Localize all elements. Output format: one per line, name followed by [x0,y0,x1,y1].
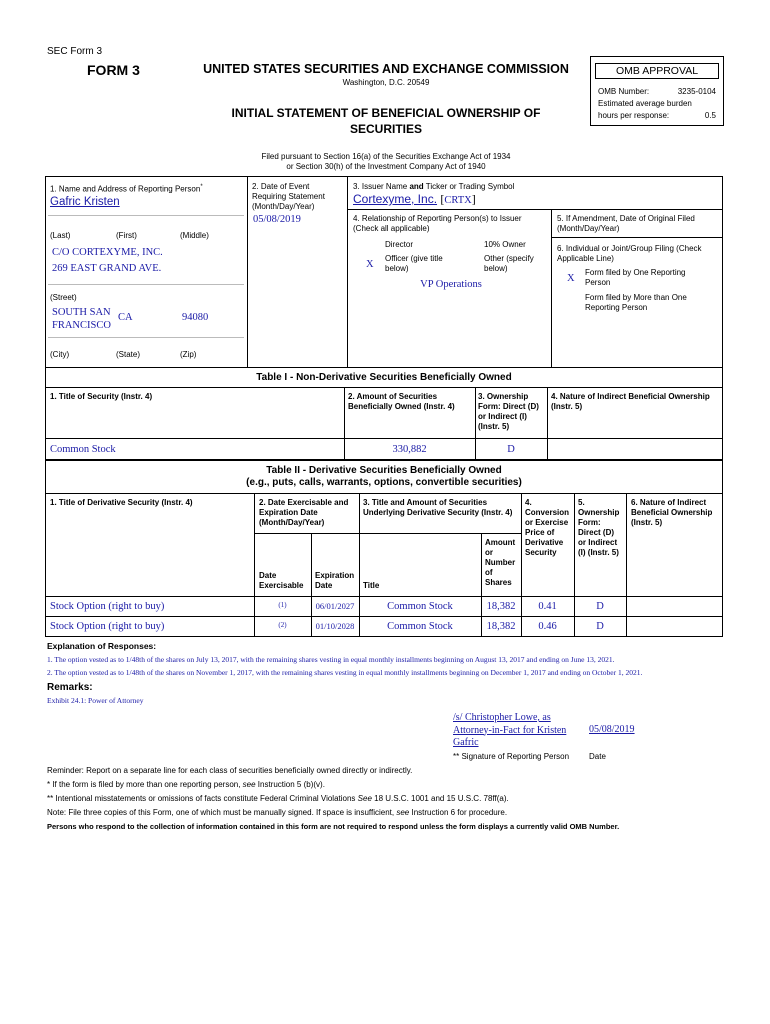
divider [45,596,723,597]
table1-header-amount: 2. Amount of Securities Beneficially Owned (Instr. 4) [348,392,455,411]
table2-row-underlying: Common Stock [387,621,453,632]
table2-header-nature: 6. Nature of Indirect Beneficial Ownership (Instr. 5) [631,498,713,527]
table2-row-form: D [596,621,604,632]
city-label: (City) [50,350,70,359]
divider [547,387,548,460]
filed-line2: or Section 30(h) of the Investment Company Act of 1940 [286,162,486,171]
amendment-label: 5. If Amendment, Date of Original Filed (Month/Day/Year) [557,214,695,233]
event-date-label: 2. Date of Event Requiring Statement (Month/Day/Year) [252,182,325,211]
reporting-person-name[interactable]: Gafric Kristen [50,196,120,208]
table2-row-shares: 18,382 [486,601,516,612]
divider [347,209,723,210]
divider [551,209,552,368]
officer-title-value: VP Operations [420,279,482,290]
table2-header-expiration: Expiration Date [315,571,355,590]
divider [45,616,723,617]
officer-checkmark: X [366,259,374,270]
event-date-value: 05/08/2019 [253,214,301,225]
explanation-item-2: 2. The option vested as to 1/48th of the shares on November 1, 2017, with the remaining shares vesting in equal monthly installments beginning on December 1, 2017 and ending on October 1, 2021. [47,668,643,677]
omb-title: OMB APPROVAL [595,63,719,79]
relationship-label: 4. Relationship of Reporting Person(s) to Issuer (Check all applicable) [353,214,522,233]
bracket: ] [471,192,476,206]
divider [626,493,627,637]
divider [45,493,723,494]
signature-date-label: Date [589,752,606,761]
issuer-value [353,192,476,207]
signature-label: ** Signature of Reporting Person [453,752,570,761]
zip-label: (Zip) [180,350,197,359]
divider [45,387,723,388]
sec-form-label: SEC Form 3 [47,46,103,57]
divider [247,176,248,368]
signature-name: /s/ Christopher Lowe, as Attorney-in-Fact for Kristen Gafric [453,712,567,748]
form-number: FORM 3 [87,62,140,78]
filing-label: 6. Individual or Joint/Group Filing (Check Applicable Line) [557,244,702,263]
persons-notice: Persons who respond to the collection of information contained in this form are not required to respond unless the form displays a currently valid OMB Number. [47,822,620,831]
city-value: SOUTH SAN FRANCISCO [52,307,111,331]
table2-row-underlying: Common Stock [387,601,453,612]
table2-header-exercisable: Date Exercisable [259,571,304,590]
reminder-text: Reminder: Report on a separate line for each class of securities beneficially owned directly or indirectly. [47,766,413,775]
statement-title [176,105,596,137]
table2-row-price: 0.46 [538,621,557,632]
copies-note: Note: File three copies of this Form, one of which must be manually signed. If space is insufficient, see Instruction 6 for procedure. [47,808,508,817]
street-label: (Street) [50,293,77,302]
divider [359,493,360,637]
table2-header-underlying-title: Title [363,581,380,590]
omb-burden-label: Estimated average burden [598,99,692,108]
signature-date: 05/08/2019 [589,724,635,735]
issuer-name-link[interactable]: Cortexyme, Inc. [353,192,438,206]
table2-title-line2: (e.g., puts, calls, warrants, options, convertible securities) [246,477,522,488]
filing-one-checkmark: X [567,273,575,284]
rule [48,284,244,285]
state-value: CA [118,312,133,323]
omb-hours-label: hours per response: [598,111,670,120]
address-line-1: C/O CORTEXYME, INC. [52,247,163,258]
table2-row-expiration: 01/10/2028 [315,621,355,631]
remarks-label: Remarks: [47,682,93,693]
star-note: * If the form is filed by more than one reporting person, see Instruction 5 (b)(v). [47,780,325,789]
filing-more-label: Form filed by More than One Reporting Person [585,293,687,312]
filing-one-label: Form filed by One Reporting Person [585,268,686,287]
divider [254,493,255,637]
other-label: Other (specify below) [484,254,534,273]
table2-header-shares: Amount or Number of Shares [485,538,516,587]
commission-title: UNITED STATES SECURITIES AND EXCHANGE COMMISSION [203,62,569,76]
table2-header-title: 1. Title of Derivative Security (Instr. 4) [50,498,193,507]
bracket: [ [440,192,445,206]
zip-value: 94080 [182,312,209,323]
state-label: (State) [116,350,141,359]
table1-header-nature: 4. Nature of Indirect Beneficial Ownership (Instr. 5) [551,392,710,411]
table1-header-form: 3. Ownership Form: Direct (D) or Indirect (I) (Instr. 5) [478,392,539,431]
officer-label: Officer (give title below) [385,254,443,273]
table1-row-form: D [507,444,515,455]
table2-header-dates: 2. Date Exercisable and Expiration Date (Month/Day/Year) [259,498,349,527]
ticker-symbol: CRTX [444,195,472,206]
middle-label: (Middle) [180,231,209,240]
omb-hours-value: 0.5 [704,111,716,120]
last-label: (Last) [50,231,71,240]
issuer-label: 3. Issuer Name and Ticker or Trading Symbol [353,182,515,191]
table2-row-title: Stock Option (right to buy) [50,621,165,632]
table1-row-amount: 330,882 [392,444,427,455]
divider [521,493,522,637]
table2-row-price: 0.41 [538,601,557,612]
rule [48,337,244,338]
divider [347,176,348,368]
table2-row-exercisable: (2) [278,621,287,629]
director-label: Director [385,240,414,249]
address-line-2: 269 EAST GRAND AVE. [52,263,162,274]
statement-title-line2: SECURITIES [349,122,422,136]
table1-title: Table I - Non-Derivative Securities Beneficially Owned [256,372,512,383]
rule [48,215,244,216]
divider [574,493,575,637]
table2-row-title: Stock Option (right to buy) [50,601,165,612]
explanation-label: Explanation of Responses: [47,641,157,651]
filed-pursuant [176,152,596,172]
remarks-text: Exhibit 24.1: Power of Attorney [47,696,144,705]
filed-line1: Filed pursuant to Section 16(a) of the Securities Exchange Act of 1934 [261,152,511,161]
table2-title [45,465,723,489]
table2-row-expiration: 06/01/2027 [315,601,355,611]
location: Washington, D.C. 20549 [342,78,430,87]
omb-number-label: OMB Number: [598,87,650,96]
first-label: (First) [116,231,137,240]
table2-row-exercisable: (1) [278,601,287,609]
statement-title-line1: INITIAL STATEMENT OF BENEFICIAL OWNERSHIP OF [231,106,541,120]
double-star-note: ** Intentional misstatements or omissions of facts constitute Federal Criminal Violations See 18 U.S.C. 1001 and 15 U.S.C. 78ff(a). [47,794,509,803]
omb-number-value: 3235-0104 [677,87,716,96]
explanation-item-1: 1. The option vested as to 1/48th of the shares on July 13, 2017, with the remaining shares vesting in equal monthly installments beginning on August 13, 2017 and ending on June 13, 2021. [47,655,615,664]
table1-row-title: Common Stock [50,444,116,455]
table2-row-form: D [596,601,604,612]
table2-header-price: 4. Conversion or Exercise Price of Derivative Security [525,498,570,557]
table2-title-line1: Table II - Derivative Securities Beneficially Owned [266,465,502,476]
table2-row-shares: 18,382 [486,621,516,632]
table2-header-form: 5. Ownership Form: Direct (D) or Indirect (I) (Instr. 5) [578,498,620,557]
divider [551,237,723,238]
ten-pct-owner-label: 10% Owner [484,240,526,249]
table1-header-title: 1. Title of Security (Instr. 4) [50,392,153,401]
divider [45,438,723,439]
reporting-person-label: 1. Name and Address of Reporting Person* [50,184,203,194]
table2-header-underlying: 3. Title and Amount of Securities Underlying Derivative Security (Instr. 4) [363,498,513,517]
